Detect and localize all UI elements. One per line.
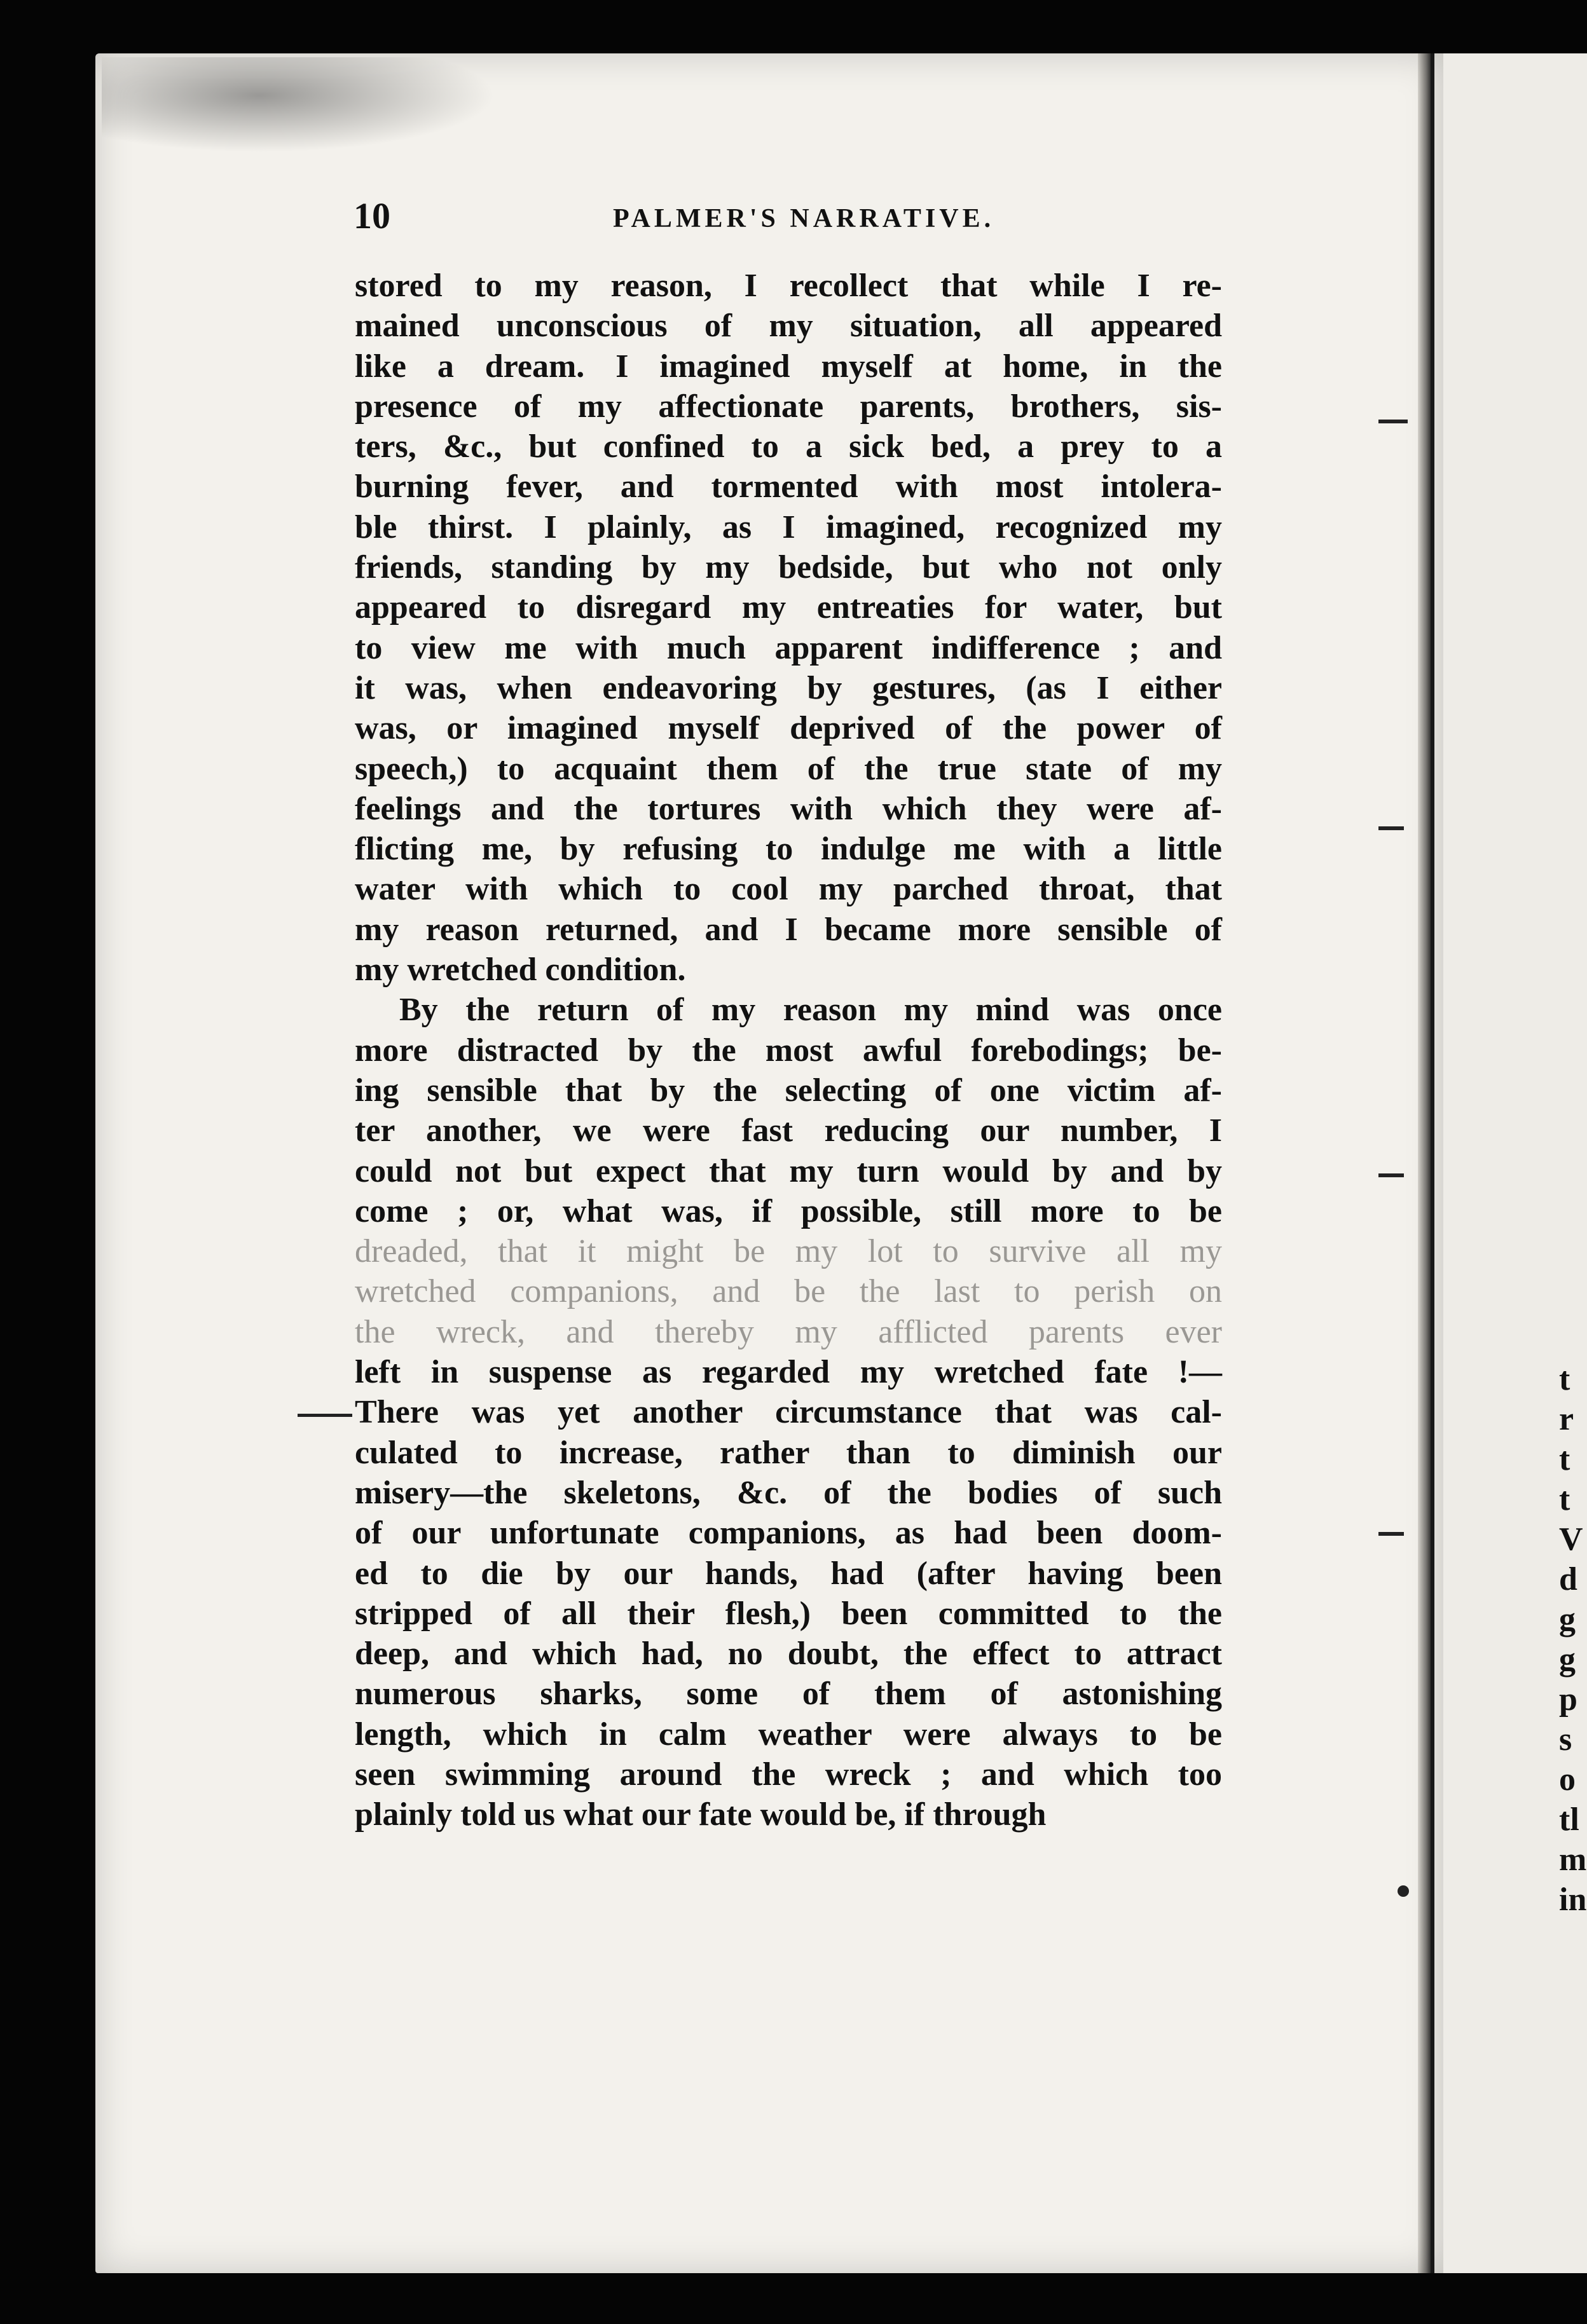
- text-line: was, or imagined myself deprived of the power of: [355, 710, 1222, 747]
- scan-mark: [1378, 420, 1408, 423]
- text-line: misery—the skeletons, &c. of the bodies of such: [355, 1474, 1222, 1511]
- text-line: plainly told us what our fate would be, if through: [355, 1796, 1047, 1833]
- text-line: left in suspense as regarded my wretched fate !—: [355, 1354, 1222, 1391]
- facing-line-fragment: V: [1559, 1521, 1583, 1557]
- facing-line-fragment: in: [1559, 1882, 1587, 1918]
- facing-page-edge: [1431, 53, 1587, 2273]
- text-line: friends, standing by my bedside, but who not only: [355, 549, 1222, 586]
- facing-line-fragment: t: [1559, 1481, 1570, 1517]
- text-line: come ; or, what was, if possible, still more to be: [355, 1193, 1222, 1229]
- text-line: burning fever, and tormented with most intolera-: [355, 468, 1222, 505]
- text-line: stripped of all their flesh,) been committed to the: [355, 1595, 1222, 1632]
- text-line: water with which to cool my parched throat, that: [355, 871, 1222, 908]
- text-line: my wretched condition.: [355, 952, 686, 988]
- page-stain: [102, 57, 496, 153]
- text-line: presence of my affectionate parents, brothers, sis-: [355, 388, 1222, 425]
- scan-mark: [298, 1414, 352, 1417]
- text-line: mained unconscious of my situation, all appeared: [355, 308, 1222, 345]
- text-line: By the return of my reason my mind was once: [399, 992, 1222, 1029]
- text-line: seen swimming around the wreck ; and which too: [355, 1756, 1222, 1793]
- text-line: my reason returned, and I became more sensible of: [355, 911, 1222, 948]
- scan-mark: [1378, 826, 1404, 830]
- text-line: ing sensible that by the selecting of one victim af-: [355, 1072, 1222, 1109]
- text-line: ter another, we were fast reducing our number, I: [355, 1112, 1222, 1149]
- text-line: the wreck, and thereby my afflicted parents ever: [355, 1313, 1222, 1350]
- text-line: ters, &c., but confined to a sick bed, a prey to a: [355, 428, 1222, 465]
- text-line: more distracted by the most awful forebodings; be-: [355, 1032, 1222, 1069]
- facing-line-fragment: s: [1559, 1721, 1572, 1758]
- text-line: to view me with much apparent indifference ; and: [355, 629, 1222, 666]
- text-line: appeared to disregard my entreaties for water, but: [355, 589, 1222, 626]
- running-head: [354, 195, 1218, 239]
- facing-line-fragment: t: [1559, 1441, 1570, 1477]
- facing-line-fragment: d: [1559, 1561, 1577, 1597]
- scan-mark: [1378, 1173, 1404, 1177]
- text-line: wretched companions, and be the last to perish on: [355, 1273, 1222, 1310]
- body-text: [355, 266, 1222, 1835]
- text-line: feelings and the tortures with which they were af-: [355, 790, 1222, 827]
- text-line: stored to my reason, I recollect that while I re-: [355, 268, 1222, 304]
- text-line: culated to increase, rather than to diminish our: [355, 1434, 1222, 1471]
- text-line: it was, when endeavoring by gestures, (as I either: [355, 669, 1222, 706]
- text-line: speech,) to acquaint them of the true state of my: [355, 750, 1222, 787]
- text-line: like a dream. I imagined myself at home, in the: [355, 348, 1222, 385]
- text-line: could not but expect that my turn would by and by: [355, 1152, 1222, 1189]
- text-line: of our unfortunate companions, as had been doom-: [355, 1515, 1222, 1552]
- text-line: ble thirst. I plainly, as I imagined, recognized my: [355, 509, 1222, 545]
- facing-line-fragment: p: [1559, 1681, 1577, 1718]
- scan-mark: [1398, 1885, 1409, 1897]
- text-line: deep, and which had, no doubt, the effect to attract: [355, 1636, 1222, 1672]
- facing-line-fragment: tl: [1559, 1801, 1579, 1838]
- facing-line-fragment: t: [1559, 1361, 1570, 1397]
- running-title: PALMER'S NARRATIVE.: [613, 204, 995, 233]
- text-line: flicting me, by refusing to indulge me with a little: [355, 831, 1222, 868]
- facing-line-fragment: o: [1559, 1761, 1576, 1798]
- text-line: numerous sharks, some of them of astonishing: [355, 1676, 1222, 1712]
- text-line: length, which in calm weather were always to be: [355, 1716, 1222, 1753]
- page-number: 10: [354, 195, 390, 236]
- facing-line-fragment: r: [1559, 1401, 1574, 1437]
- text-line: There was yet another circumstance that was cal-: [355, 1394, 1222, 1431]
- scan-mark: [1378, 1532, 1404, 1536]
- text-line: ed to die by our hands, had (after having been: [355, 1555, 1222, 1592]
- facing-line-fragment: m: [1559, 1842, 1587, 1878]
- book-gutter: [1418, 53, 1432, 2273]
- text-line: dreaded, that it might be my lot to survive all my: [355, 1233, 1222, 1270]
- facing-line-fragment: g: [1559, 1641, 1576, 1678]
- facing-line-fragment: g: [1559, 1601, 1576, 1637]
